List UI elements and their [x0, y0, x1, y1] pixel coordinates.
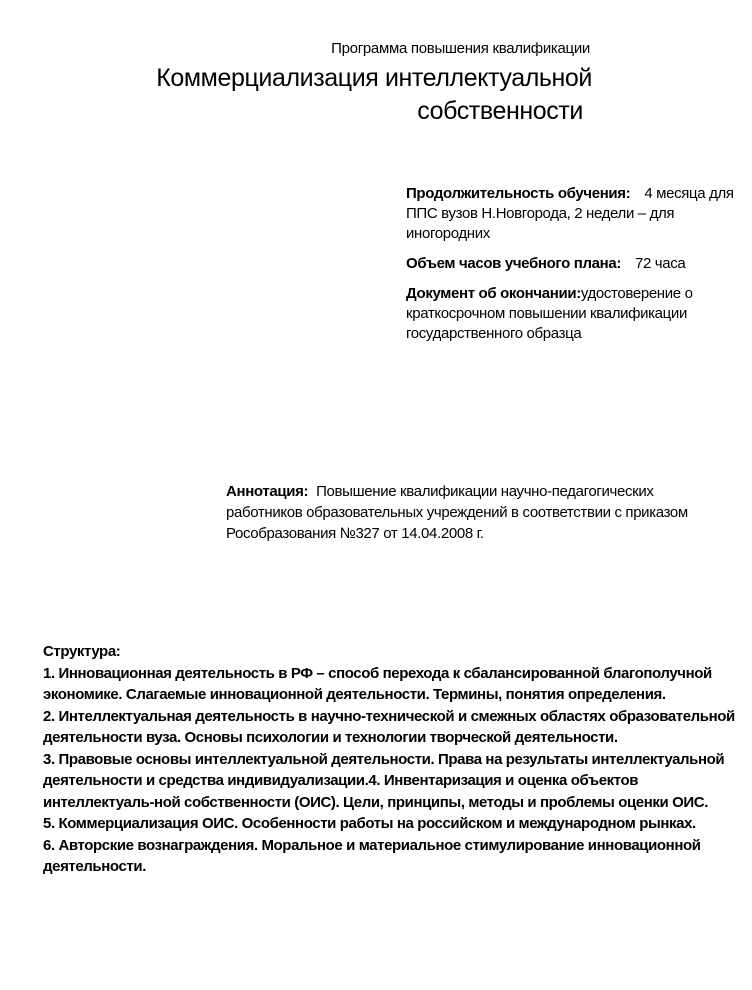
- structure-item: 2. Интеллектуальная деятельность в научно-технической и смежных областях образовательной деятельности вуза. Основы психологии и технологии творческой деятельности.: [43, 707, 735, 746]
- document-row: [406, 284, 736, 344]
- page-title-line-2: собственности: [417, 97, 583, 125]
- annotation-text: Повышение квалификации научно-педагогических работников образовательных учреждений в соответствии с приказом Рособразования №327 от 14.04.2008 г.: [226, 483, 688, 542]
- document-value: удостоверение о краткосрочном повышении квалификации государственного образца: [406, 285, 693, 342]
- hours-label: Объем часов учебного плана:: [406, 255, 621, 272]
- program-subtitle: Программа повышения квалификации: [331, 40, 590, 57]
- structure-block: [43, 641, 743, 878]
- page-title-line-1: Коммерциализация интеллектуальной: [156, 64, 592, 92]
- annotation-label: Аннотация:: [226, 483, 309, 500]
- duration-value: 4 месяца для ППС вузов Н.Новгорода, 2 недели – для иногородних: [406, 185, 734, 242]
- structure-item: 3. Правовые основы интеллектуальной деятельности. Права на результаты интеллектуальной деятельности и средства индивидуализации.4. Инвентаризация и оценка объектов интеллектуаль-ной собственности (ОИС). Цели, принципы, методы и проблемы оценки ОИС.: [43, 750, 725, 811]
- structure-heading: Структура:: [43, 643, 121, 660]
- structure-item: 1. Инновационная деятельность в РФ – способ перехода к сбалансированной благополучной экономике. Слагаемые инновационной деятельности. Термины, понятия определения.: [43, 664, 712, 703]
- document-label: Документ об окончании:: [406, 285, 581, 302]
- structure-item: 6. Авторские вознаграждения. Моральное и материальное стимулирование инновационной деятельности.: [43, 836, 701, 875]
- hours-value: 72 часа: [634, 255, 686, 272]
- hours-row: [406, 254, 736, 274]
- duration-label: Продолжительность обучения:: [406, 185, 631, 202]
- course-info: [406, 184, 736, 354]
- annotation-block: [226, 481, 696, 544]
- duration-row: [406, 184, 736, 244]
- structure-item: 5. Коммерциализация ОИС. Особенности работы на российском и международном рынках.: [43, 815, 696, 832]
